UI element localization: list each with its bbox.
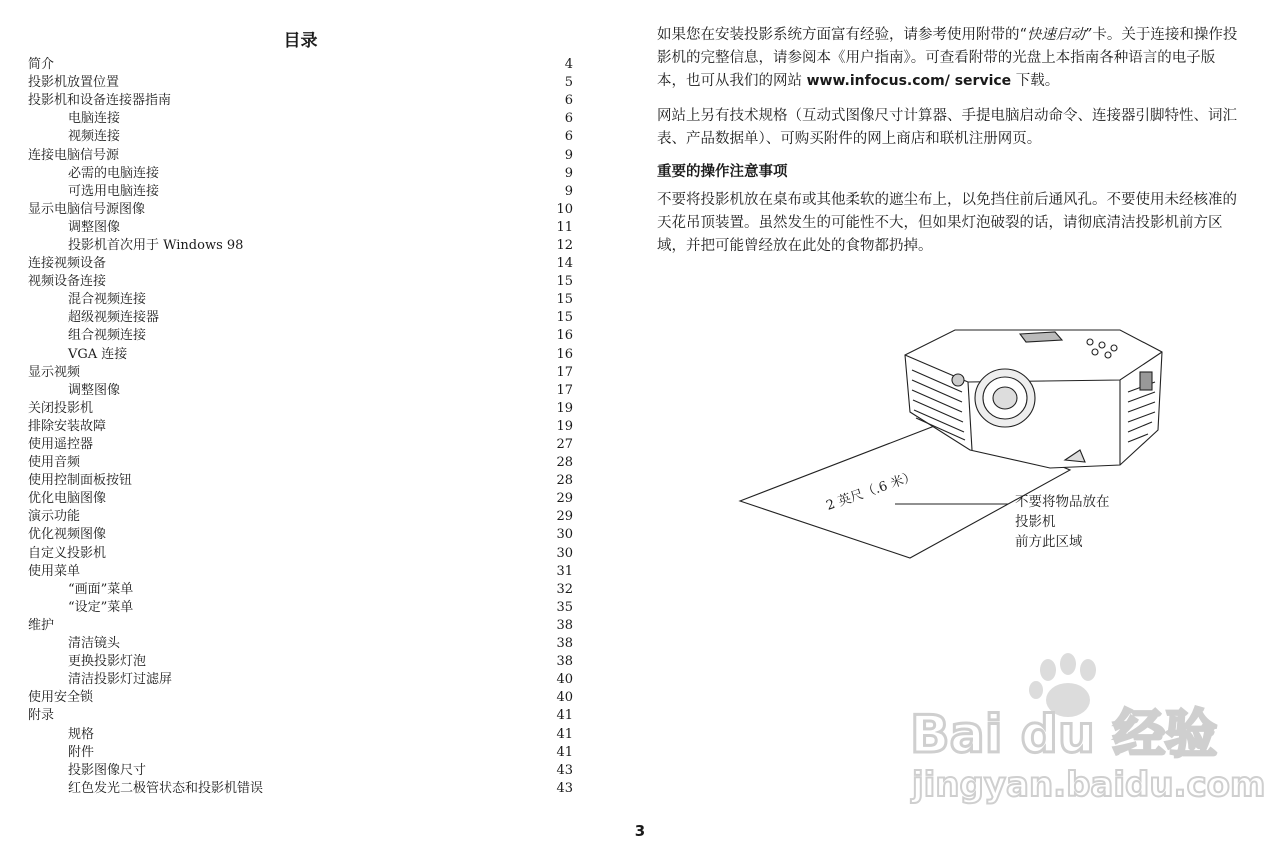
toc-entry[interactable]	[28, 671, 573, 689]
toc-entry-label: 显示电脑信号源图像	[28, 201, 146, 217]
toc-entry[interactable]	[28, 291, 573, 309]
toc-entry-page: 17	[556, 382, 573, 398]
toc-entry-label: 简介	[28, 57, 55, 73]
toc-entry-label: 显示视频	[28, 364, 81, 380]
toc-entry[interactable]	[28, 689, 573, 707]
toc-entry-page: 30	[556, 545, 573, 561]
toc-entry-page: 32	[556, 581, 573, 597]
toc-entry-label: 更换投影灯泡	[68, 654, 147, 670]
intro-text-c: 下载。	[1011, 73, 1060, 89]
toc-entry-label: 优化视频图像	[28, 527, 107, 543]
toc-entry-page: 29	[556, 491, 573, 507]
toc-entry-page: 28	[556, 473, 573, 489]
toc-entry-label: 可选用电脑连接	[68, 183, 160, 199]
toc-entry-label: 规格	[68, 726, 95, 742]
website-link[interactable]: www.infocus.com/ service	[806, 73, 1012, 89]
toc-entry-label: 关闭投影机	[28, 400, 94, 416]
callout-line-1: 不要将物品放在	[1015, 494, 1110, 510]
toc-entry-label: 演示功能	[28, 509, 81, 525]
toc-entry-label: “画面”菜单	[68, 581, 134, 597]
toc-entry-page: 15	[556, 310, 573, 326]
toc-entry-label: 投影图像尺寸	[68, 762, 147, 778]
toc-entry[interactable]	[28, 617, 573, 635]
toc-entry[interactable]	[28, 327, 573, 345]
toc-entry-page: 43	[556, 780, 573, 796]
toc-entry-label: VGA 连接	[68, 346, 128, 362]
toc-entry[interactable]	[28, 56, 573, 74]
toc-entry-page: 19	[556, 418, 573, 434]
toc-entry-page: 9	[564, 183, 573, 199]
toc-entry[interactable]	[28, 472, 573, 490]
watermark-url: jingyan.baidu.com	[912, 765, 1266, 805]
toc-entry-page: 28	[556, 455, 573, 471]
toc-entry-page: 27	[556, 437, 573, 453]
toc-entry-page: 40	[556, 672, 573, 688]
intro-text-b: 卡。关于连接和操作投影机的完整信息，请参阅本《用户指南》。可查看附带的光盘上本指南各种语言的电子版本，也可从我们的网站	[657, 27, 1238, 89]
toc-entry-label: 使用安全锁	[28, 690, 94, 706]
toc-list	[28, 56, 573, 798]
toc-entry[interactable]	[28, 725, 573, 743]
toc-entry[interactable]	[28, 490, 573, 508]
toc-entry[interactable]	[28, 146, 573, 164]
toc-entry[interactable]	[28, 183, 573, 201]
toc-entry[interactable]	[28, 581, 573, 599]
toc-entry-page: 15	[556, 274, 573, 290]
toc-entry[interactable]	[28, 653, 573, 671]
toc-entry-label: 视频设备连接	[28, 274, 107, 290]
toc-entry-label: 排除安装故障	[28, 418, 107, 434]
watermark-brand: Bai du 经验	[910, 705, 1217, 765]
toc-entry-label: 投影机放置位置	[28, 75, 120, 91]
toc-entry-page: 40	[556, 690, 573, 706]
toc-entry[interactable]	[28, 762, 573, 780]
toc-entry-label: 投影机和设备连接器指南	[28, 93, 172, 109]
toc-entry-page: 41	[556, 708, 573, 724]
toc-entry[interactable]	[28, 508, 573, 526]
toc-entry[interactable]	[28, 707, 573, 725]
projector-illustration	[700, 300, 1220, 600]
toc-entry-page: 6	[564, 111, 573, 127]
toc-entry-page: 14	[556, 256, 573, 272]
toc-entry-page: 6	[564, 129, 573, 145]
notes-heading: 重要的操作注意事项	[657, 164, 788, 180]
toc-entry-label: 调整图像	[68, 219, 121, 235]
toc-entry[interactable]	[28, 165, 573, 183]
toc-entry[interactable]	[28, 364, 573, 382]
toc-entry[interactable]	[28, 545, 573, 563]
toc-entry-label: 优化电脑图像	[28, 491, 107, 507]
toc-entry[interactable]	[28, 599, 573, 617]
toc-entry-label: 维护	[28, 617, 55, 633]
toc-entry[interactable]	[28, 635, 573, 653]
toc-entry-page: 4	[564, 57, 573, 73]
toc-entry[interactable]	[28, 255, 573, 273]
toc-entry-page: 30	[556, 527, 573, 543]
toc-entry[interactable]	[28, 526, 573, 544]
toc-entry-page: 41	[556, 726, 573, 742]
toc-entry-page: 31	[556, 563, 573, 579]
toc-entry[interactable]	[28, 418, 573, 436]
toc-entry[interactable]	[28, 382, 573, 400]
toc-entry[interactable]	[28, 346, 573, 364]
toc-entry[interactable]	[28, 128, 573, 146]
toc-entry[interactable]	[28, 219, 573, 237]
toc-entry-label: 附件	[68, 744, 95, 760]
toc-entry-label: 附录	[28, 708, 55, 724]
toc-entry[interactable]	[28, 454, 573, 472]
callout-line-3: 前方此区域	[1015, 534, 1083, 550]
toc-entry[interactable]	[28, 110, 573, 128]
clearance-callout	[1015, 492, 1110, 552]
toc-entry-page: 35	[556, 599, 573, 615]
toc-entry-page: 9	[564, 165, 573, 181]
toc-entry-label: 使用遥控器	[28, 437, 94, 453]
toc-entry[interactable]	[28, 563, 573, 581]
toc-entry-label: 清洁镜头	[68, 636, 121, 652]
toc-entry-page: 17	[556, 364, 573, 380]
toc-entry-page: 43	[556, 762, 573, 778]
toc-entry[interactable]	[28, 400, 573, 418]
toc-entry[interactable]	[28, 273, 573, 291]
page-number: 3	[634, 822, 646, 840]
toc-entry-page: 16	[556, 328, 573, 344]
toc-entry-label: 超级视频连接器	[68, 310, 160, 326]
toc-entry-label: 自定义投影机	[28, 545, 107, 561]
toc-entry-page: 19	[556, 400, 573, 416]
toc-entry-label: 调整图像	[68, 382, 121, 398]
toc-entry[interactable]	[28, 201, 573, 219]
toc-entry-label: 视频连接	[68, 129, 121, 145]
toc-entry[interactable]	[28, 74, 573, 92]
notes-paragraph: 不要将投影机放在桌布或其他柔软的遮尘布上，以免挡住前后通风孔。不要使用未经核准的天花吊顶装置。虽然发生的可能性不大，但如果灯泡破裂的话，请彻底清洁投影机前方区域，并把可能曾经放在此处的食物都扔掉。	[657, 192, 1237, 254]
toc-entry-page: 29	[556, 509, 573, 525]
table-of-contents	[28, 30, 573, 798]
toc-entry-label: 清洁投影灯过滤屏	[68, 672, 173, 688]
toc-entry-page: 16	[556, 346, 573, 362]
baidu-watermark	[900, 648, 1266, 808]
toc-entry-label: 组合视频连接	[68, 328, 147, 344]
toc-entry-label: 投影机首次用于 Windows 98	[68, 237, 244, 253]
toc-entry-label: 连接视频设备	[28, 256, 107, 272]
toc-entry-page: 6	[564, 93, 573, 109]
website-paragraph: 网站上另有技术规格（互动式图像尺寸计算器、手提电脑启动命令、连接器引脚特性、词汇表、产品数据单）、可购买附件的网上商店和联机注册网页。	[657, 108, 1237, 147]
toc-entry-label: 必需的电脑连接	[68, 165, 160, 181]
toc-entry-label: 红色发光二极管状态和投影机错误	[68, 780, 264, 796]
toc-entry[interactable]	[28, 309, 573, 327]
toc-entry[interactable]	[28, 436, 573, 454]
distance-label: 2 英尺（.6 米）	[824, 469, 919, 514]
toc-entry-page: 9	[564, 147, 573, 163]
toc-entry-label: 混合视频连接	[68, 292, 147, 308]
toc-entry[interactable]	[28, 92, 573, 110]
right-column	[657, 24, 1242, 258]
toc-entry[interactable]	[28, 780, 573, 798]
toc-entry-label: 使用控制面板按钮	[28, 473, 133, 489]
toc-entry-label: 连接电脑信号源	[28, 147, 120, 163]
callout-line-2: 投影机	[1015, 514, 1056, 530]
quick-start-title: 快速启动”	[1026, 27, 1093, 43]
toc-entry[interactable]	[28, 237, 573, 255]
toc-entry-page: 11	[556, 219, 573, 235]
toc-entry-page: 10	[556, 201, 573, 217]
intro-text-a: 如果您在安装投影系统方面富有经验，请参考使用附带的“	[657, 27, 1027, 43]
toc-entry-page: 5	[564, 75, 573, 91]
toc-entry-label: 电脑连接	[68, 111, 121, 127]
toc-entry-page: 12	[556, 237, 573, 253]
toc-entry-page: 38	[556, 636, 573, 652]
intro-paragraph	[657, 24, 1242, 93]
toc-entry-page: 15	[556, 292, 573, 308]
toc-entry-label: 使用音频	[28, 455, 81, 471]
toc-entry-page: 38	[556, 617, 573, 633]
toc-entry-label: “设定”菜单	[68, 599, 134, 615]
toc-entry-page: 38	[556, 654, 573, 670]
toc-entry-page: 41	[556, 744, 573, 760]
toc-title: 目录	[283, 31, 318, 51]
toc-entry-label: 使用菜单	[28, 563, 81, 579]
toc-entry[interactable]	[28, 744, 573, 762]
